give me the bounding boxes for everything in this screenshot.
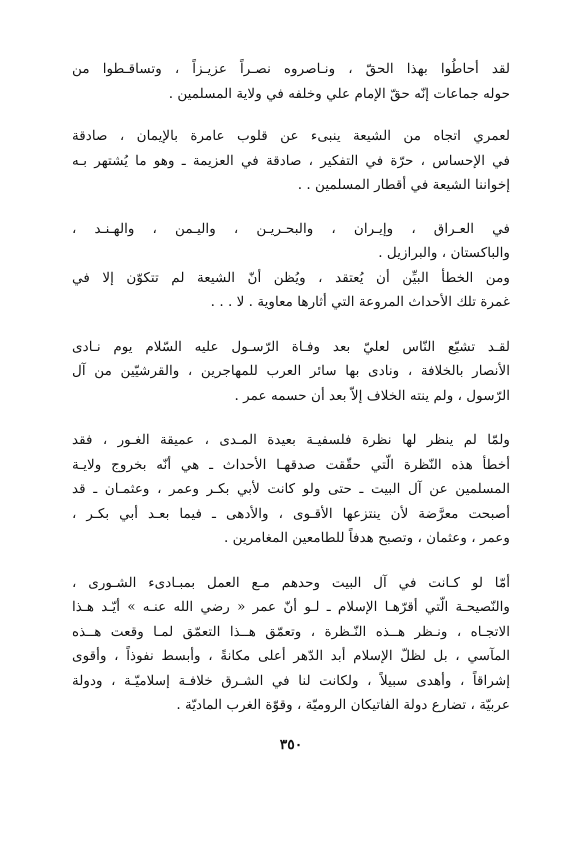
text-line: غمرة تلك الأحداث المروعة التي أثارها معاوية . لا . . .: [210, 294, 510, 310]
text-line: الاتجـاه ، ونـظر هــذه النّـظرة ، وتعمّق هــذا التعمّق لمـا وقعت هــذه: [72, 623, 510, 640]
text-line: والنّصيحـة الّتي أقرّهـا الإسلام ـ لـو أنّ عمر « رضي الله عنـه » أيّـد هـذا: [72, 599, 510, 615]
paragraph: [72, 571, 510, 718]
text-line: عربيّة ، تضارع دولة الفاتيكان الروميّة ، وقوّة الغرب الماديّة .: [176, 697, 510, 713]
paragraph: [72, 335, 510, 409]
text-line: المسلمين عن آل البيت ـ حتى ولو كانت لأبي بكـر وعمر ، وعثمـان ـ قد: [72, 481, 510, 497]
body-text: [72, 57, 510, 718]
text-line: الأنصار بالخلافة ، ونادى بها سائر العرب للمهاجرين ، والقرشيّين من آل: [72, 363, 510, 379]
text-line: أمّا لو كـانت في آل البيت وحدهم مـع العمل بمبـادىء الشـورى ،: [72, 574, 510, 591]
text-line: والباكستان ، والبرازيل .: [378, 245, 510, 261]
text-line: حوله جماعات إنّه حقّ الإمام علي وخلفه في ولاية المسلمين .: [168, 85, 510, 102]
text-line: ومن الخطأ البيِّن أن يُعتقد ، ويُظن أنّ الشيعة لم تتكوّن إلا في: [72, 269, 510, 286]
text-line: لعمري اتجاه من الشيعة ينبىء عن قلوب عامرة بالإيمان ، صادقة: [72, 128, 510, 144]
paragraph: [72, 428, 510, 551]
text-line: وعمر ، وعثمان ، وتصبح هدفاً للطامعين المغامرين .: [223, 530, 510, 546]
page-number: ٣٥٠: [279, 737, 303, 753]
text-line: إخواننا الشيعة في أقطار المسلمين . .: [297, 177, 510, 193]
text-line: في العـراق ، وإيـران ، والبحـريـن ، واليـمن ، والهـنـد ،: [72, 220, 510, 237]
text-line: لقد أحاطُوا بهذا الحقّ ، ونـاصروه نصـراً عزيـزاً ، وتساقـطوا من: [72, 61, 510, 77]
text-line: إشراقاً ، وأهدى سبيلاً ، ولكانت لنا في الشـرق خلافـة إسلاميّـة ، ودولة: [72, 672, 510, 689]
text-line: الرّسول ، ولم ينته الخلاف إلاّ بعد أن حسمه عمر .: [234, 387, 510, 404]
text-line: أصبحت معرَّضة لأن ينتزعها الأقـوى ، والأدهى ـ فيما بعـد أبي بكـر ،: [72, 505, 510, 522]
text-line: ولمّا لم ينظر لها نظرة فلسفيـة بعيدة المـدى ، عميقة الغـور ، فقد: [72, 432, 510, 448]
text-line: أخطأ هذه النّظرة الّتي حقّقت صدقهـا الأحداث ـ هي أنّه بخروج ولايـة: [72, 456, 510, 473]
text-line: لقـد تشيّع النّاس لعليّ بعد وفـاة الرّسـول عليه السّلام يوم نـادى: [72, 338, 510, 355]
paragraph: [72, 266, 510, 315]
paragraph: [72, 57, 510, 106]
text-line: في الإحساس ، حرّة في التفكير ، صادقة في العزيمة ـ وهو ما يُشتهر بـه: [72, 152, 510, 169]
paragraph: [72, 217, 510, 266]
paragraph: [72, 124, 510, 198]
text-line: المآسي ، بل لظلّ الإسلام أبد الدّهر أعلى مكانةً ، وأبسط نفوذاً ، وأقوى: [72, 648, 510, 664]
